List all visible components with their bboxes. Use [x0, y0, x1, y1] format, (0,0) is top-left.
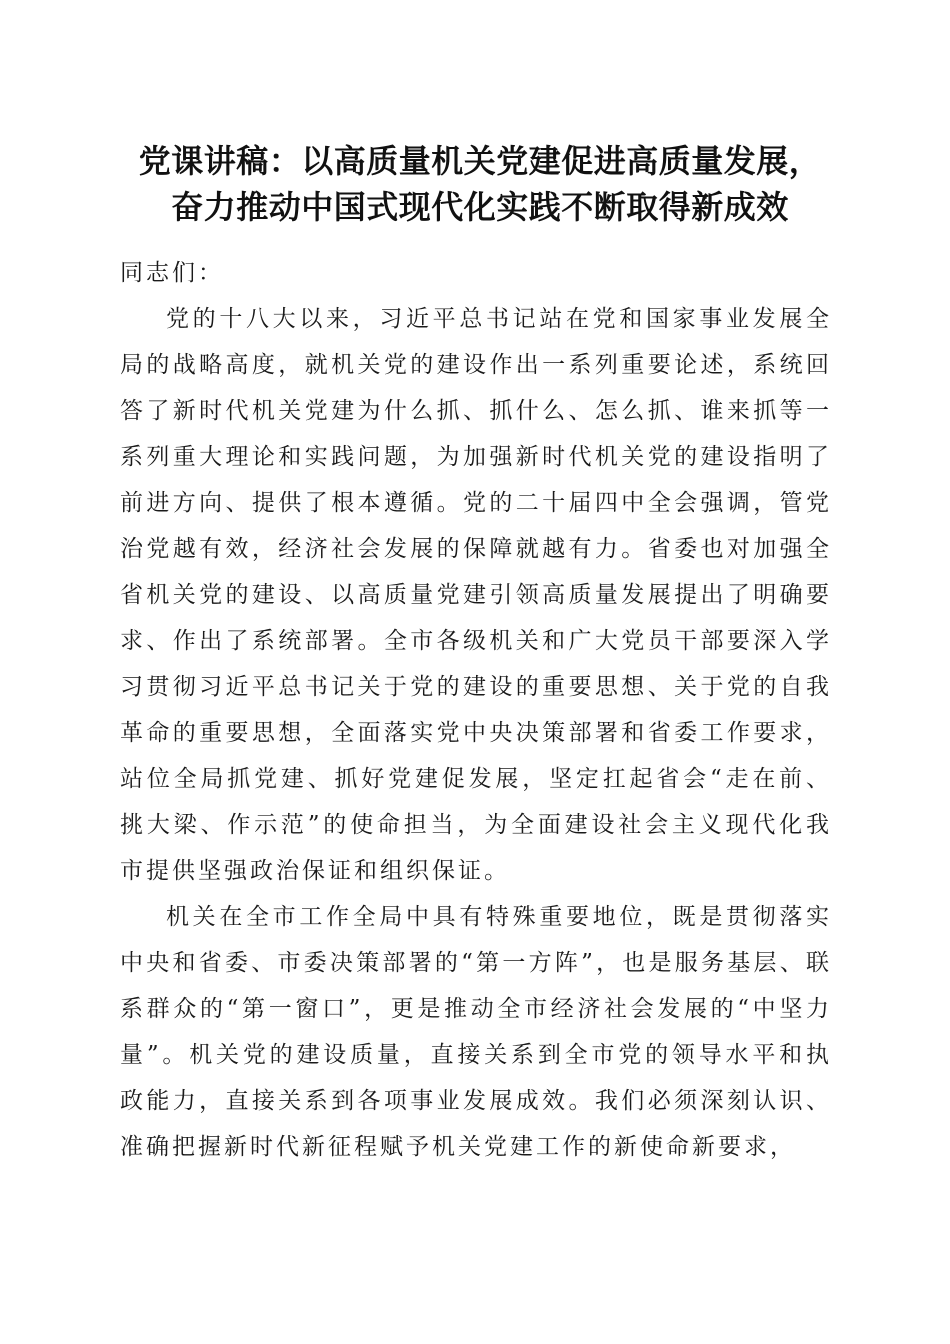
paragraph-1: 党的十八大以来，习近平总书记站在党和国家事业发展全局的战略高度，就机关党的建设作出一系列重要论述，系统回答了新时代机关党建为什么抓、抓什么、怎么抓、谁来抓等一系列重大理论和实践问题，为加强新时代机关党的建设指明了前进方向、提供了根本遵循。党的二十届四中全会强调，管党治党越有效，经济社会发展的保障就越有力。省委也对加强全省机关党的建设、以高质量党建引领高质量发展提出了明确要求、作出了系统部署。全市各级机关和广大党员干部要深入学习贯彻习近平总书记关于党的建设的重要思想、关于党的自我革命的重要思想，全面落实党中央决策部署和省委工作要求，站位全局抓党建、抓好党建促发展，坚定扛起省会“走在前、挑大梁、作示范”的使命担当，为全面建设社会主义现代化我市提供坚强政治保证和组织保证。 [120, 306, 832, 884]
greeting: 同志们： [120, 260, 224, 286]
paragraph-2: 机关在全市工作全局中具有特殊重要地位，既是贯彻落实中央和省委、市委决策部署的“第一方阵”，也是服务基层、联系群众的“第一窗口”，更是推动全市经济社会发展的“中坚力量”。机关党的建设质量，直接关系到全市党的领导水平和执政能力，直接关系到各项事业发展成效。我们必须深刻认识、准确把握新时代新征程赋予机关党建工作的新使命新要求， [120, 904, 832, 1160]
title-line-1: 党课讲稿：以高质量机关党建促进高质量发展， [138, 142, 822, 180]
document-body [120, 250, 832, 1170]
title-line-2: 奋力推动中国式现代化实践不断取得新成效 [171, 188, 789, 226]
document-title [100, 138, 860, 230]
